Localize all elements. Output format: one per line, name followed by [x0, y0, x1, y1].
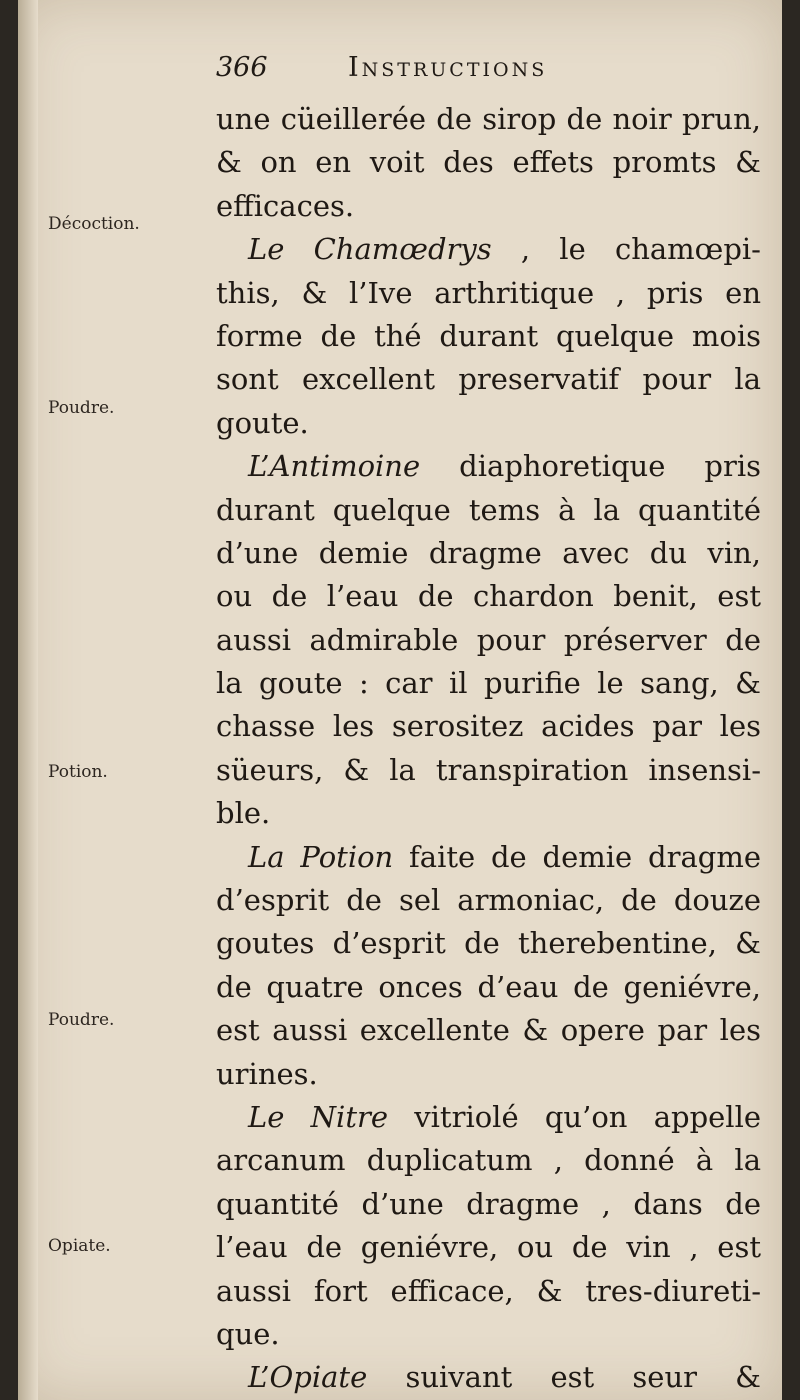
text-line: süeurs, & la transpiration insensi-: [216, 752, 761, 787]
text-line: durant quelque tems à la quantité: [216, 492, 761, 527]
text-line: efficaces.: [216, 188, 355, 223]
text-line: aussi fort efficace, & tres-diureti-: [216, 1273, 761, 1308]
page-number: 366: [216, 52, 268, 83]
text-line: l’eau de geniévre, ou de vin , est: [216, 1230, 761, 1265]
text-line: chasse les serositez acides par les: [216, 709, 761, 744]
book-page: [18, 0, 782, 1400]
text-line: de quatre onces d’eau de geniévre,: [216, 969, 761, 1004]
text-line: Le Nitre vitriolé qu’on appelle: [248, 1099, 762, 1134]
text-line: quantité d’une dragme , dans de: [216, 1186, 761, 1221]
text-line: une cüeillerée de sirop de noir prun,: [216, 102, 761, 136]
text-line: sont excellent preservatif pour la: [216, 362, 761, 397]
text-line: goutes d’esprit de therebentine, &: [216, 926, 761, 961]
text-line: forme de thé durant quelque mois: [216, 318, 761, 353]
margin-note-potion: Potion.: [48, 762, 108, 782]
margin-note-poudre: Poudre.: [48, 398, 115, 418]
text-line: d’une demie dragme avec du vin,: [216, 535, 761, 570]
margin-note-decoction: Décoction.: [48, 214, 140, 234]
text-line: this, & l’Ive arthritique , pris en: [216, 275, 761, 310]
running-head: Instructions: [348, 52, 548, 83]
text-line: que.: [216, 1316, 280, 1351]
text-line: aussi admirable pour préserver de: [216, 622, 761, 657]
text-line: goute.: [216, 405, 309, 440]
page-header: [216, 52, 756, 96]
text-line: ou de l’eau de chardon benit, est: [216, 579, 761, 614]
margin-note-poudre-2: Poudre.: [48, 1010, 115, 1030]
text-line: Le Chamœdrys , le chamœpi-: [248, 232, 761, 267]
body-text: [216, 98, 761, 1400]
text-line: arcanum duplicatum , donné à la: [216, 1143, 761, 1178]
text-line: d’esprit de sel armoniac, de douze: [216, 883, 761, 918]
text-line: est aussi excellente & opere par les: [216, 1013, 761, 1048]
text-line: ble.: [216, 796, 271, 831]
margin-note-opiate: Opiate.: [48, 1236, 111, 1256]
text-line: La Potion faite de demie dragme: [248, 839, 761, 874]
text-line: urines.: [216, 1056, 318, 1091]
text-line: L’Antimoine diaphoretique pris: [248, 449, 761, 484]
text-line: la goute : car il purifie le sang, &: [216, 666, 761, 701]
text-line: L’Opiate suivant est seur &: [248, 1360, 761, 1395]
page-gutter: [18, 0, 38, 1400]
text-line: & on en voit des effets promts &: [216, 145, 761, 180]
